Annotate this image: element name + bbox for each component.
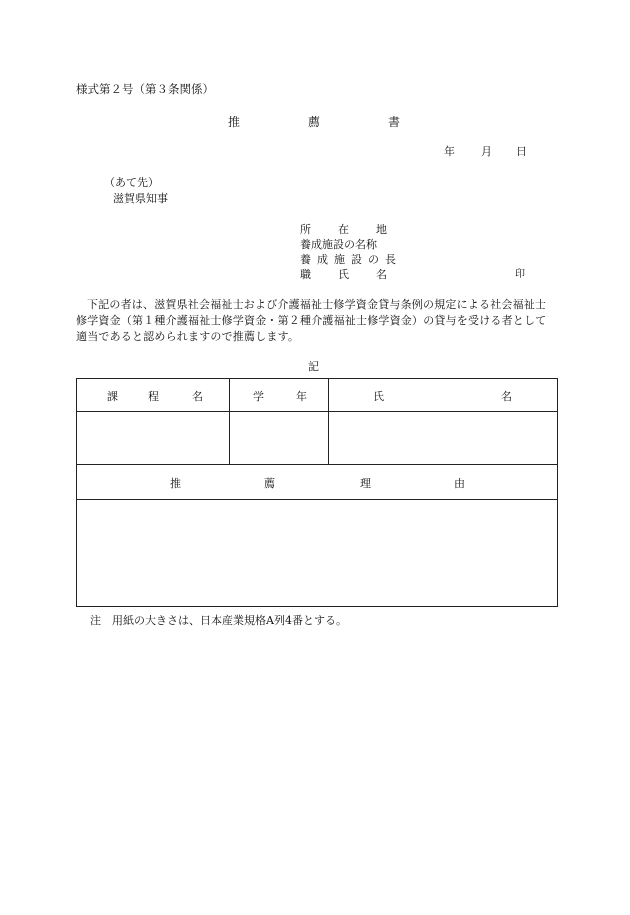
head-char-4: 設 (351, 253, 362, 266)
title-char-1: 推 (228, 115, 241, 129)
recommendation-table (76, 378, 558, 607)
reason-char-3: 理 (360, 477, 371, 490)
title-char-2: 薦 (308, 115, 321, 129)
recommendation-statement: 下記の者は、滋賀県社会福祉士および介護福祉士修学資金貸与条例の規定による社会福祉士修学資金（第１種介護福祉士修学資金・第２種介護福祉士修学資金）の貸与を受ける者として適当であると認められますので推薦します。 (76, 298, 547, 343)
course-entry-cell[interactable] (77, 412, 230, 465)
title-name-row (300, 267, 530, 282)
title-name-char-2: 氏 (338, 268, 349, 281)
facility-head-row (300, 252, 530, 267)
name-char-1: 氏 (373, 390, 384, 403)
course-char-3: 名 (192, 390, 203, 403)
course-char-2: 程 (148, 390, 159, 403)
head-char-3: 施 (334, 253, 345, 266)
reason-header-row (77, 465, 558, 500)
head-char-1: 養 (300, 253, 311, 266)
head-char-5: の (368, 253, 379, 266)
head-char-2: 成 (317, 253, 328, 266)
addressee-label: （あて先） (104, 176, 159, 189)
title-name-char-3: 名 (376, 268, 387, 281)
name-entry-cell[interactable] (329, 412, 558, 465)
grade-char-1: 学 (253, 390, 264, 403)
name-char-2: 名 (501, 390, 512, 403)
addressee-name: 滋賀県知事 (113, 192, 168, 205)
location-char-2: 在 (338, 223, 349, 236)
student-entry-row (77, 412, 558, 465)
reason-entry-cell[interactable] (77, 500, 558, 607)
table-header-row (77, 379, 558, 412)
title-name-char-1: 職 (300, 268, 311, 281)
reason-char-1: 推 (170, 477, 181, 490)
facility-name-row (300, 237, 530, 252)
recommender-block (300, 222, 530, 282)
seal-mark: 印 (515, 269, 525, 280)
location-row (300, 222, 530, 237)
location-char-1: 所 (300, 223, 311, 236)
date-year: 年 (444, 145, 455, 158)
date-day: 日 (516, 145, 527, 158)
facility-name-label: 養成施設の名称 (300, 238, 377, 251)
reason-entry-row (77, 500, 558, 607)
reason-char-4: 由 (454, 477, 465, 490)
course-char-1: 課 (107, 390, 118, 403)
title-char-3: 書 (388, 115, 401, 129)
head-char-6: 長 (385, 253, 396, 266)
reason-char-2: 薦 (264, 477, 275, 490)
grade-header (230, 379, 329, 412)
reason-header (77, 465, 558, 500)
paper-size-note: 注 用紙の大きさは、日本産業規格A列4番とする。 (90, 614, 347, 627)
name-header (329, 379, 558, 412)
course-header (77, 379, 230, 412)
form-code: 様式第２号（第３条関係） (76, 82, 214, 96)
grade-entry-cell[interactable] (230, 412, 329, 465)
ki-heading: 記 (308, 360, 319, 373)
grade-char-2: 年 (296, 390, 307, 403)
date-month: 月 (481, 145, 492, 158)
location-char-3: 地 (376, 223, 387, 236)
